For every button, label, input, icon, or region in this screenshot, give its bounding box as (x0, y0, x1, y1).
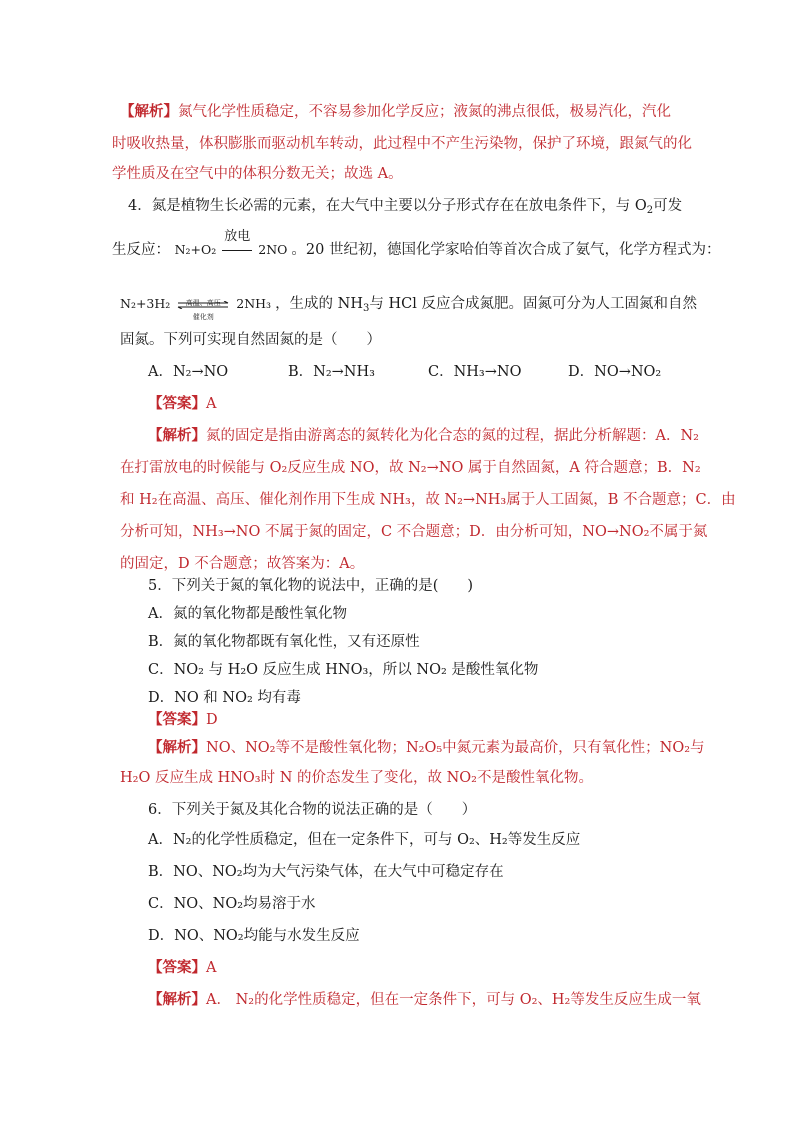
equation-2-condition-bottom: 催化剂 (192, 312, 214, 321)
q4-answer (148, 394, 216, 414)
q4-analysis-line-2: 在打雷放电的时候能与 O₂反应生成 NO，故 N₂→NO 属于自然固氮，A 符合题意；B．N₂ (120, 460, 701, 476)
q5-option-d: D．NO 和 NO₂ 均有毒 (148, 690, 301, 706)
q6-answer (148, 958, 216, 978)
q3-analysis-line-1 (120, 102, 671, 122)
answer-tag: 【答案】 (148, 959, 206, 976)
analysis-tag: 【解析】 (148, 991, 206, 1008)
q6-analysis-line-1 (148, 990, 701, 1010)
q5-option-b: B．氮的氧化物都既有氧化性，又有还原性 (148, 634, 420, 650)
q4-analysis-line-3: 和 H₂在高温、高压、催化剂作用下生成 NH₃，故 N₂→NH₃属于人工固氮，B 不合题意；C．由 (120, 492, 736, 508)
q4-option-a: A．N₂→NO (148, 364, 229, 380)
q3-analysis-text-1: 氮气化学性质稳定，不容易参加化学反应；液氮的沸点很低，极易汽化，汽化 (178, 104, 671, 120)
equation-2-condition-top: 高温、高压 (185, 298, 221, 307)
q4-stem-text-3c: 与 HCl 反应合成氮肥。固氮可分为人工固氮和自然 (369, 296, 697, 312)
q6-answer-value: A (206, 960, 217, 976)
analysis-tag: 【解析】 (148, 739, 206, 756)
q4-stem-text-1a: 4．氮是植物生长必需的元素，在大气中主要以分子形式存在在放电条件下，与 O (128, 198, 647, 214)
equation-1-condition: 放电 (224, 229, 251, 244)
q6-option-a: A．N₂的化学性质稳定，但在一定条件下，可与 O₂、H₂等发生反应 (148, 832, 581, 848)
q4-stem-text-2b: 。20 世纪初，德国化学家哈伯等首次合成了氨气，化学方程式为： (291, 242, 721, 258)
equation-2 (120, 296, 275, 321)
q4-analysis-line-5: 的固定，D 不合题意；故答案为：A。 (120, 556, 365, 572)
q6-option-d: D．NO、NO₂均能与水发生反应 (148, 928, 360, 944)
q4-stem-text-1b: 可发 (653, 198, 683, 214)
q4-stem-line-1 (128, 196, 682, 216)
q5-analysis-line-2: H₂O 反应生成 HNO₃时 N 的价态发生了变化，故 NO₂不是酸性氧化物。 (120, 770, 593, 786)
q5-answer (148, 710, 218, 730)
q5-stem: 5．下列关于氮的氧化物的说法中，正确的是( ) (148, 578, 474, 594)
q4-analysis-line-4: 分析可知，NH₃→NO 不属于氮的固定，C 不合题意；D．由分析可知，NO→NO₂不属于氮 (120, 524, 708, 540)
q4-option-c: C．NH₃→NO (428, 364, 522, 380)
q4-stem-line-2 (112, 229, 721, 260)
analysis-tag: 【解析】 (148, 427, 206, 444)
q4-options (148, 362, 668, 382)
answer-tag: 【答案】 (148, 395, 206, 412)
q5-option-c: C．NO₂ 与 H₂O 反应生成 HNO₃，所以 NO₂ 是酸性氧化物 (148, 662, 539, 678)
q3-analysis-line-3: 学性质及在空气中的体积分数无关；故选 A。 (112, 166, 403, 182)
equation-1-left: N₂+O₂ (174, 242, 217, 257)
equation-2-reversible-arrow (176, 295, 230, 321)
q4-option-d: D．NO→NO₂ (568, 364, 662, 380)
analysis-tag: 【解析】 (120, 103, 178, 120)
q4-stem-line-3 (120, 294, 697, 321)
q4-sub-2: 2 (646, 205, 654, 216)
q4-stem-text-3b: ，生成的 NH (275, 296, 364, 312)
q5-analysis-text-1: NO、NO₂等不是酸性氧化物；N₂O₅中氮元素为最高价，只有氧化性；NO₂与 (206, 740, 705, 756)
equation-2-left: N₂+3H₂ (120, 296, 171, 311)
q3-analysis-line-2: 时吸收热量，体积膨胀而驱动机车转动，此过程中不产生污染物，保护了环境，跟氮气的化 (112, 136, 692, 152)
q4-analysis-line-1 (148, 426, 699, 446)
q5-option-a: A．氮的氧化物都是酸性氧化物 (148, 606, 347, 622)
equation-1-arrow (222, 229, 252, 260)
q4-answer-value: A (206, 396, 217, 412)
q4-analysis-text-1: 氮的固定是指由游离态的氮转化为化合态的氮的过程，据此分析解题：A．N₂ (206, 428, 699, 444)
q4-option-b: B．N₂→NH₃ (288, 364, 375, 380)
equation-2-right: 2NH₃ (236, 296, 272, 311)
equation-1-right: 2NO (258, 242, 288, 257)
equation-1 (174, 229, 292, 257)
q6-option-b: B．NO、NO₂均为大气污染气体，在大气中可稳定存在 (148, 864, 504, 880)
q4-stem-line-4: 固氮。下列可实现自然固氮的是（ ） (120, 332, 381, 348)
answer-tag: 【答案】 (148, 711, 206, 728)
q6-analysis-text-1: A． N₂的化学性质稳定，但在一定条件下，可与 O₂、H₂等发生反应生成一氧 (206, 992, 701, 1008)
q6-stem: 6．下列关于氮及其化合物的说法正确的是（ ） (148, 802, 477, 818)
q4-stem-text-2a: 生反应： (112, 242, 170, 258)
q6-option-c: C．NO、NO₂均易溶于水 (148, 896, 316, 912)
q5-analysis-line-1 (148, 738, 705, 758)
q4-sub-3: 3 (363, 303, 370, 314)
q5-answer-value: D (206, 712, 218, 728)
